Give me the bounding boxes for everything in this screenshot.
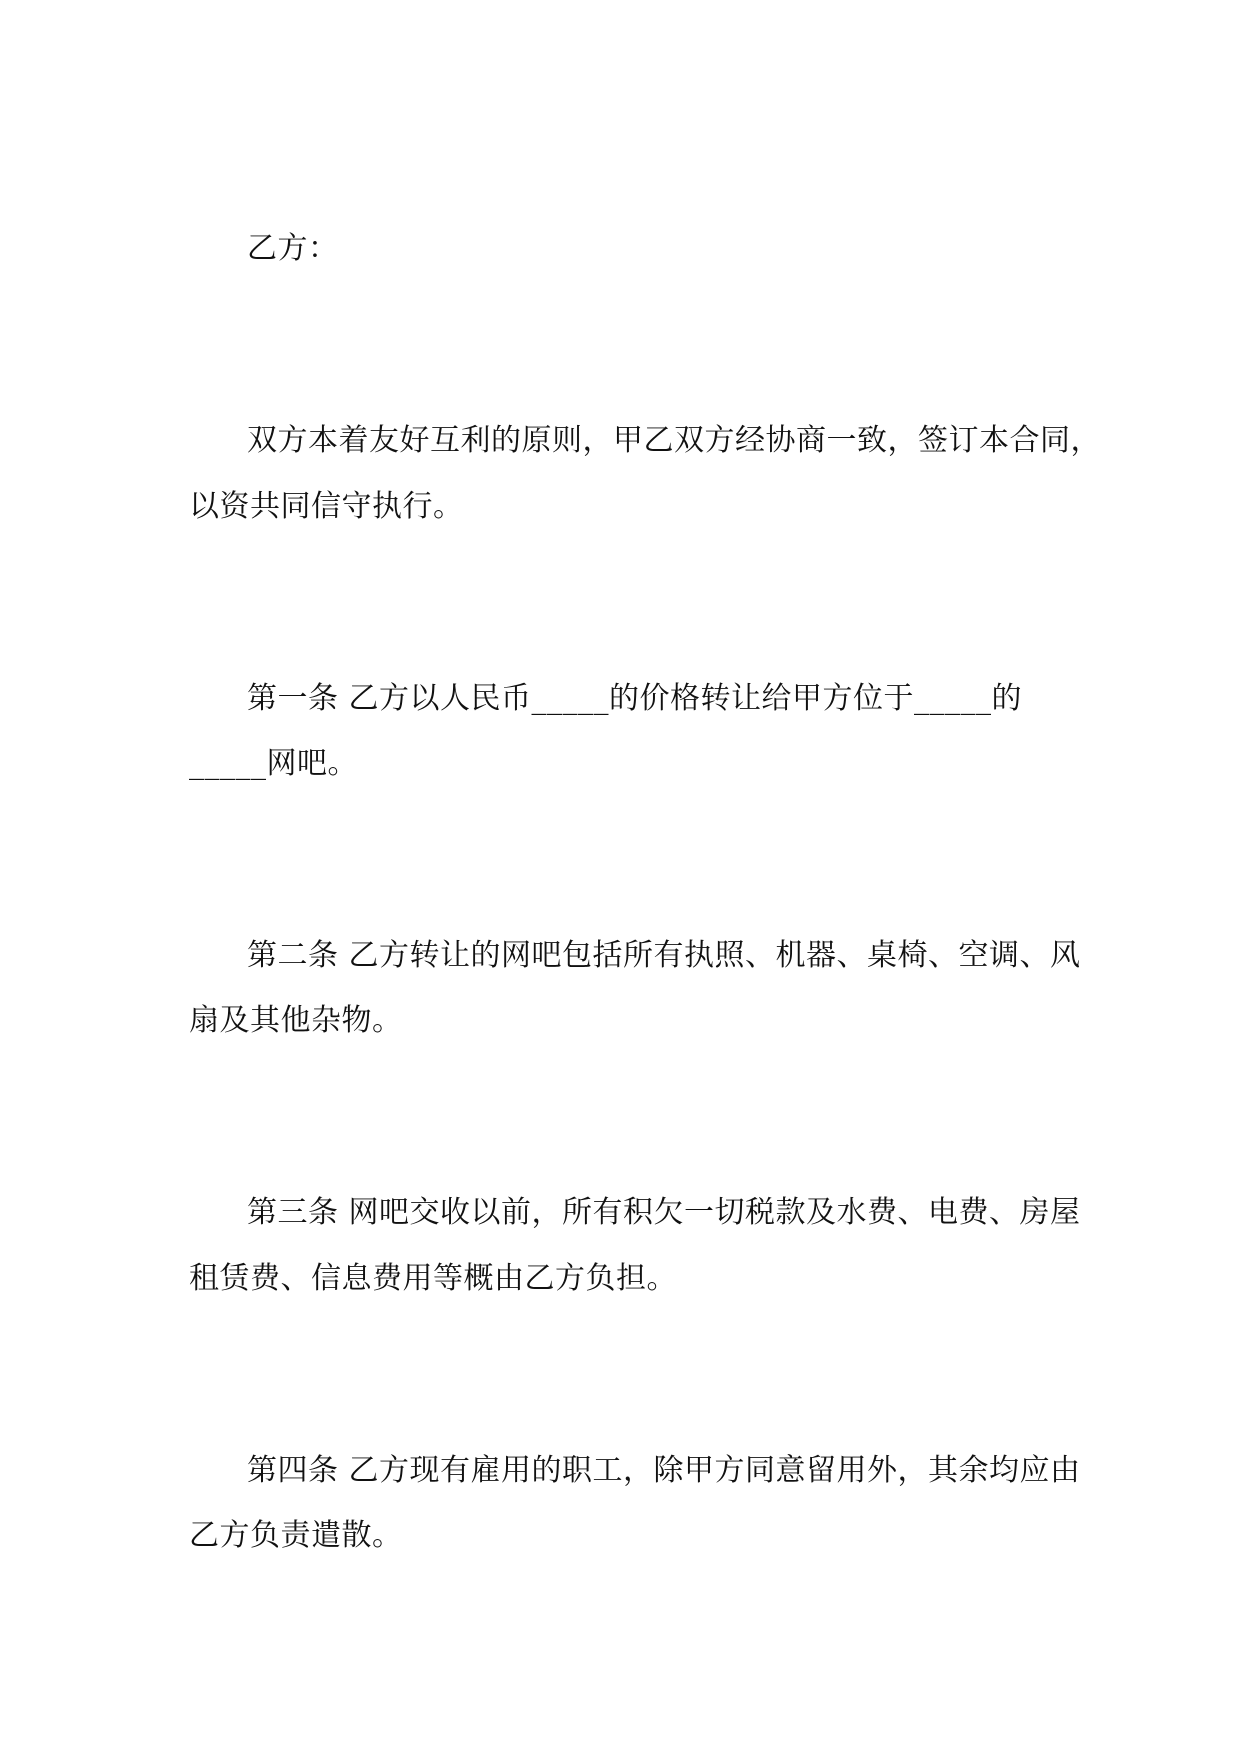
article-1-line-1: 第一条 乙方以人民币_____的价格转让给甲方位于_____的 — [247, 681, 1023, 716]
article-2-line-2: 扇及其他杂物。 — [189, 1003, 403, 1038]
article-2-line-1: 第二条 乙方转让的网吧包括所有执照、机器、桌椅、空调、风 — [247, 938, 1081, 973]
article-3-line-2: 租赁费、信息费用等概由乙方负担。 — [189, 1261, 677, 1296]
party-b-label: 乙方： — [247, 231, 339, 266]
article-4-line-2: 乙方负责遣散。 — [189, 1518, 403, 1553]
preamble-line-1: 双方本着友好互利的原则，甲乙双方经协商一致，签订本合同， — [247, 423, 1101, 458]
article-4-line-1: 第四条 乙方现有雇用的职工，除甲方同意留用外，其余均应由 — [247, 1453, 1081, 1488]
preamble-line-2: 以资共同信守执行。 — [189, 489, 464, 524]
article-3-line-1: 第三条 网吧交收以前，所有积欠一切税款及水费、电费、房屋 — [247, 1195, 1081, 1230]
article-1-line-2: _____网吧。 — [189, 746, 358, 781]
